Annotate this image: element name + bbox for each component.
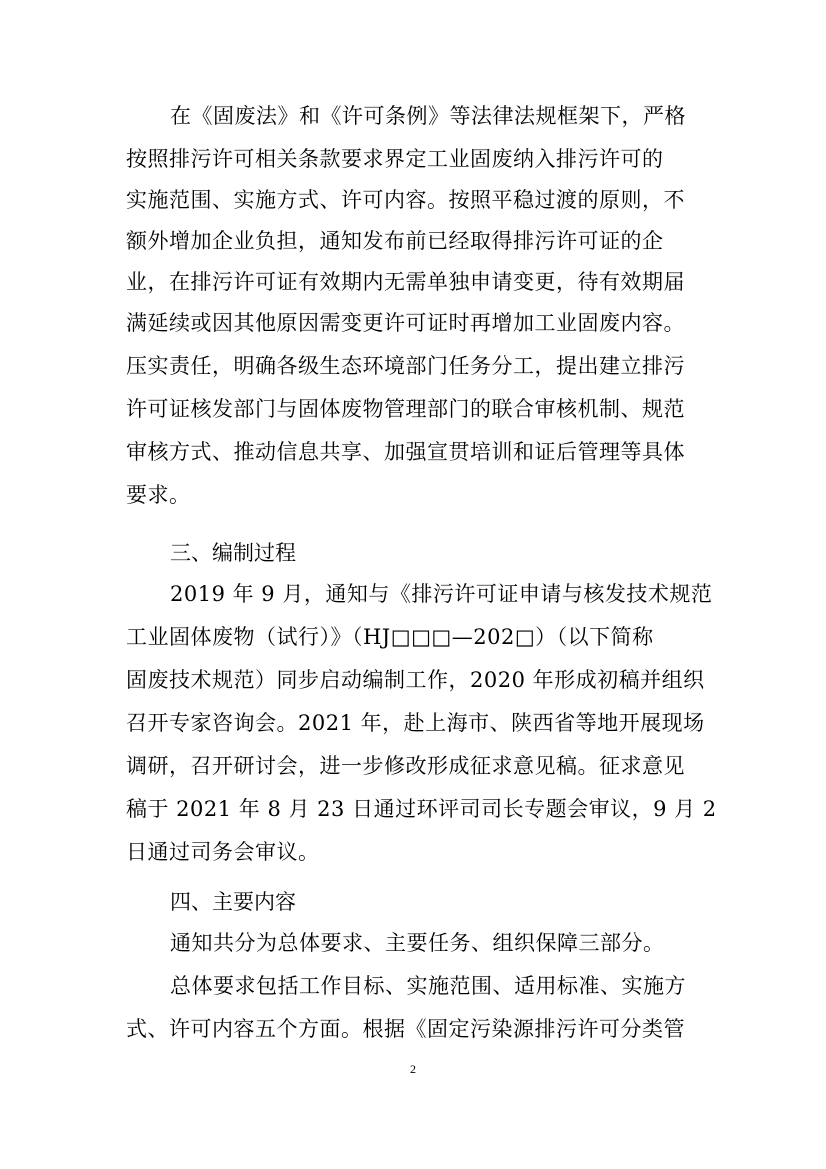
paragraph-line: 压实责任，明确各级生态环境部门任务分工，提出建立排污 xyxy=(126,354,685,378)
paragraph-line: 日通过司务会审议。 xyxy=(126,840,320,864)
paragraph-line: 实施范围、实施方式、许可内容。按照平稳过渡的原则，不 xyxy=(126,188,685,212)
paragraph-line: 在《固废法》和《许可条例》等法律法规框架下，严格 xyxy=(170,104,686,128)
paragraph-line: 额外增加企业负担，通知发布前已经取得排污许可证的企 xyxy=(126,229,664,253)
paragraph-line: 业，在排污许可证有效期内无需单独申请变更，待有效期届 xyxy=(126,270,685,294)
paragraph-line: 要求。 xyxy=(126,483,191,507)
paragraph-line: 许可证核发部门与固体废物管理部门的联合审核机制、规范 xyxy=(126,397,685,421)
paragraph-line: 总体要求包括工作目标、实施范围、适用标准、实施方 xyxy=(170,974,686,998)
page-number: 2 xyxy=(410,1062,416,1076)
section-heading: 四、主要内容 xyxy=(170,890,296,914)
paragraph-line: 稿于 2021 年 8 月 23 日通过环评司司长专题会审议，9 月 2 xyxy=(126,797,717,821)
paragraph-line: 2019 年 9 月，通知与《排污许可证申请与核发技术规范 xyxy=(170,582,713,606)
paragraph-line: 式、许可内容五个方面。根据《固定污染源排污许可分类管 xyxy=(126,1017,685,1041)
paragraph-line: 工业固体废物（试行）》（HJ□□□—202□）（以下简称 xyxy=(126,625,654,649)
paragraph-line: 审核方式、推动信息共享、加强宣贯培训和证后管理等具体 xyxy=(126,440,685,464)
paragraph-line: 按照排污许可相关条款要求界定工业固废纳入排污许可的 xyxy=(126,147,664,171)
paragraph-line: 通知共分为总体要求、主要任务、组织保障三部分。 xyxy=(170,931,665,955)
paragraph-line: 召开专家咨询会。2021 年，赴上海市、陕西省等地开展现场 xyxy=(126,711,705,735)
paragraph-line: 满延续或因其他原因需变更许可证时再增加工业固废内容。 xyxy=(126,311,685,335)
paragraph-line: 调研，召开研讨会，进一步修改形成征求意见稿。征求意见 xyxy=(126,754,685,778)
section-heading: 三、编制过程 xyxy=(170,541,296,565)
paragraph-line: 固废技术规范）同步启动编制工作，2020 年形成初稿并组织 xyxy=(126,668,705,692)
